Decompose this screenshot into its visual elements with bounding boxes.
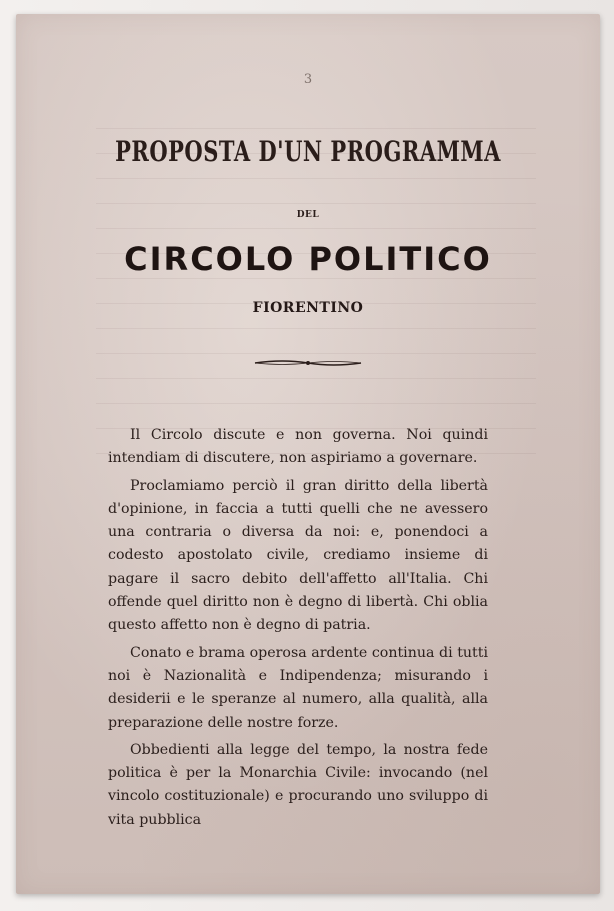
- ornamental-rule: [16, 357, 600, 369]
- document-page: [16, 14, 600, 894]
- paragraph: Conato e brama operosa ardente continua di tutti noi è Nazionalità e Indipendenza; misurando i desiderii e le speranze al numero, alla qualità, alla preparazione delle nostre forze.: [108, 644, 488, 731]
- paragraph: Obbedienti alla legge del tempo, la nostra fede politica è per la Monarchia Civile: invocando (nel vincolo costituzionale) e procurando uno sviluppo di vita pubblica: [108, 741, 488, 828]
- page-number: 3: [303, 72, 313, 87]
- title-circolo-politico: CIRCOLO POLITICO: [124, 240, 492, 278]
- title-proposta: PROPOSTA D'UN PROGRAMMA: [115, 134, 501, 168]
- title-article: DEL: [296, 210, 320, 220]
- paragraph: Proclamiamo perciò il gran diritto della libertà d'opinione, in faccia a tutti quelli che ne avessero una contraria o diversa da noi: e, ponendoci a codesto apostolato civile, crediamo insieme di pagare il sacro debito dell'affetto all'Italia. Chi offende quel diritto non è degno di libertà. Chi oblia questo affetto non è degno di patria.: [108, 477, 488, 634]
- body-text: [108, 424, 488, 836]
- title-fiorentino: FIORENTINO: [252, 300, 364, 316]
- paragraph: Il Circolo discute e non governa. Noi quindi intendiam di discutere, non aspiriamo a governare.: [108, 427, 488, 467]
